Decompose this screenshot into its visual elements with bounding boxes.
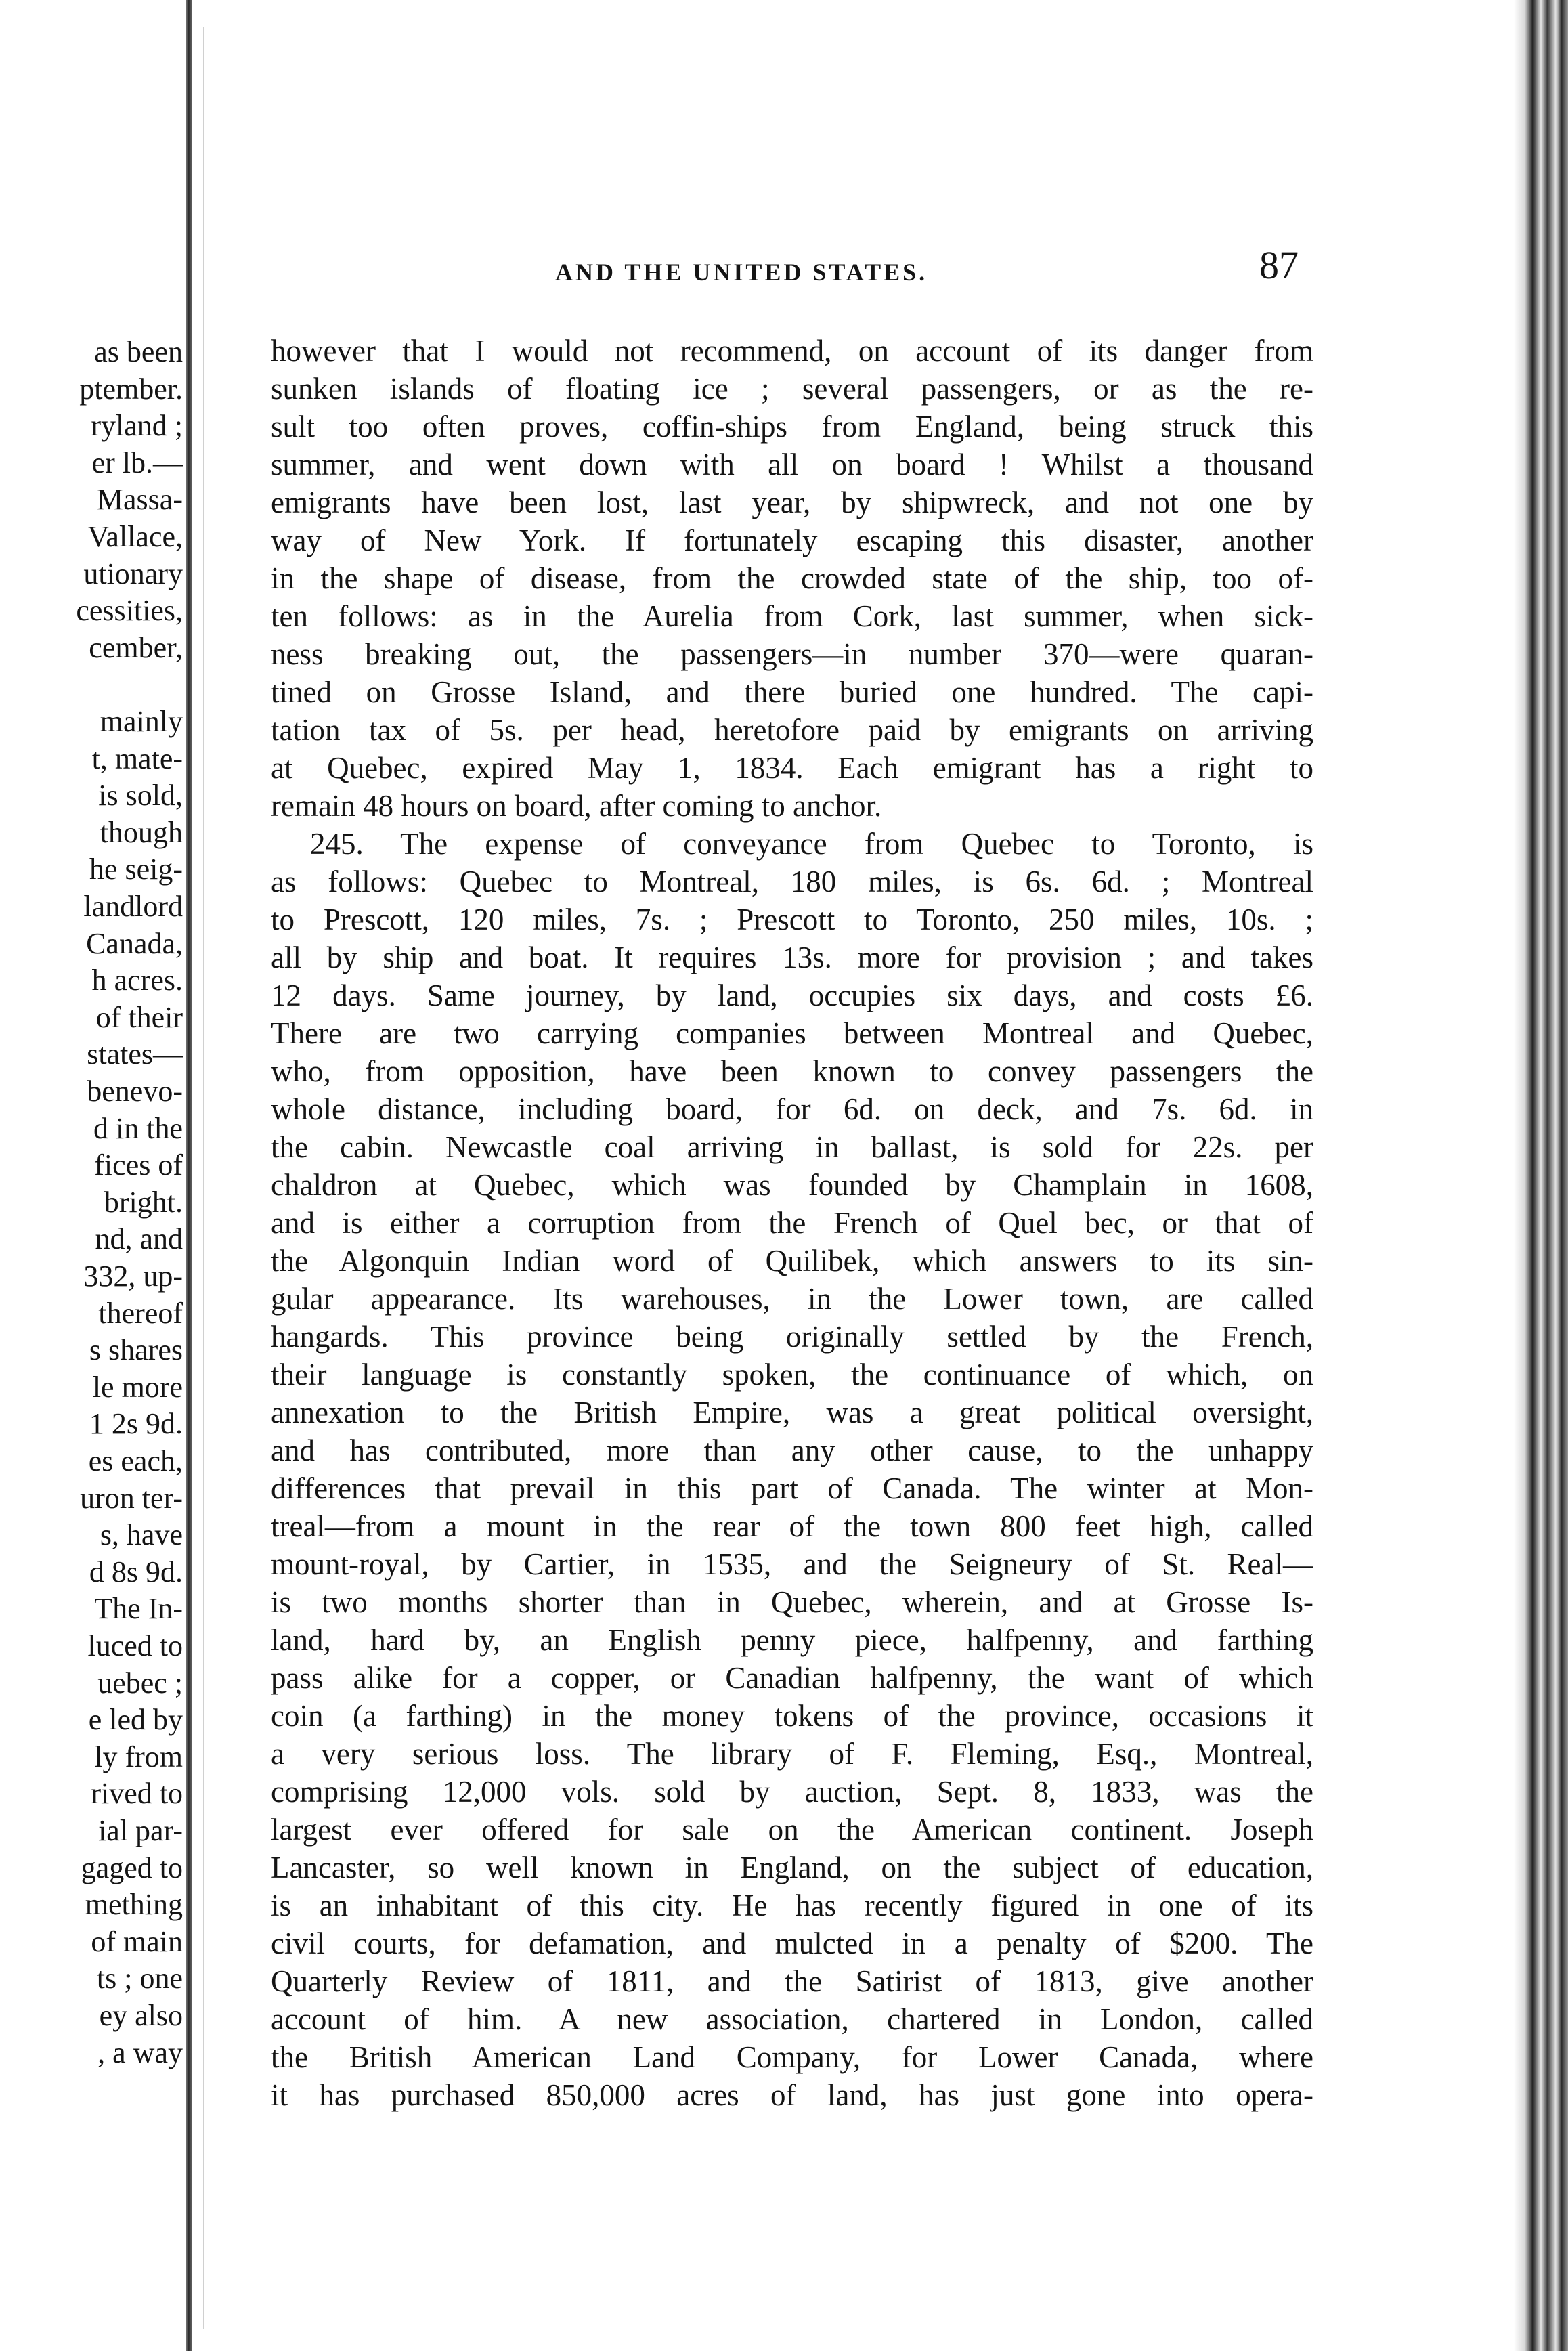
text-line: sunken islands of floating ice ; several passengers, or as the re- xyxy=(271,372,1313,406)
previous-page-line: of their xyxy=(95,1000,183,1034)
text-line: is two months shorter than in Quebec, wherein, and at Grosse Is- xyxy=(271,1585,1313,1619)
text-line: however that I would not recommend, on account of its danger from xyxy=(271,334,1313,368)
previous-page-line: rived to xyxy=(91,1777,183,1811)
previous-page-line: Massa- xyxy=(96,483,183,517)
body-text xyxy=(271,332,1313,2114)
text-line: pass alike for a copper, or Canadian halfpenny, the want of which xyxy=(271,1661,1313,1695)
text-line: sult too often proves, coffin-ships from England, being struck this xyxy=(271,410,1313,444)
text-line: at Quebec, expired May 1, 1834. Each emigrant has a right to xyxy=(271,751,1313,785)
previous-page-line: h acres. xyxy=(91,964,183,997)
text-line: 12 days. Same journey, by land, occupies six days, and costs £6. xyxy=(271,978,1313,1012)
text-line: land, hard by, an English penny piece, halfpenny, and farthing xyxy=(271,1623,1313,1657)
text-line: ness breaking out, the passengers—in number 370—were quaran- xyxy=(271,637,1313,671)
text-line: civil courts, for defamation, and mulcted in a penalty of $200. The xyxy=(271,1926,1313,1960)
previous-page-line: ial par- xyxy=(98,1814,183,1847)
previous-page-line: Vallace, xyxy=(87,520,183,553)
previous-page-line: e led by xyxy=(88,1703,183,1737)
previous-page-line: ly from xyxy=(94,1740,183,1773)
previous-page-line: cember, xyxy=(89,630,183,664)
text-line: differences that prevail in this part of Canada. The winter at Mon- xyxy=(271,1471,1313,1505)
previous-page-line: le more xyxy=(92,1370,183,1404)
text-line: 245. The expense of conveyance from Quebec to Toronto, is xyxy=(310,827,1313,861)
previous-page-line: ts ; one xyxy=(96,1962,183,1996)
text-line: summer, and went down with all on board ! Whilst a thousand xyxy=(271,448,1313,481)
previous-page-line: s shares xyxy=(89,1333,183,1367)
previous-page-line: fices of xyxy=(94,1148,183,1182)
text-line: ten follows: as in the Aurelia from Cork, last summer, when sick- xyxy=(271,599,1313,633)
text-line: tined on Grosse Island, and there buried one hundred. The capi- xyxy=(271,675,1313,709)
previous-page-line: cessities, xyxy=(76,594,183,628)
text-line: their language is constantly spoken, the continuance of which, on xyxy=(271,1358,1313,1392)
previous-page-line: ptember. xyxy=(79,372,183,406)
text-line: There are two carrying companies between Montreal and Quebec, xyxy=(271,1016,1313,1050)
text-line: chaldron at Quebec, which was founded by Champlain in 1608, xyxy=(271,1168,1313,1202)
text-line: gular appearance. Its warehouses, in the Lower town, are called xyxy=(271,1282,1313,1316)
previous-page-line: bright. xyxy=(104,1185,183,1219)
previous-page-line: t, mate- xyxy=(91,741,183,775)
previous-page-line: d 8s 9d. xyxy=(89,1555,183,1589)
previous-page-line: mainly xyxy=(100,705,183,738)
text-line: hangards. This province being originally settled by the French, xyxy=(271,1320,1313,1354)
previous-page-edge xyxy=(0,0,191,2351)
text-line: mount-royal, by Cartier, in 1535, and the Seigneury of St. Real— xyxy=(271,1547,1313,1581)
text-line: as follows: Quebec to Montreal, 180 miles, is 6s. 6d. ; Montreal xyxy=(271,865,1313,899)
text-line: whole distance, including board, for 6d. on deck, and 7s. 6d. in xyxy=(271,1092,1313,1126)
previous-page-line: ey also xyxy=(99,1999,183,2032)
text-line: a very serious loss. The library of F. Fleming, Esq., Montreal, xyxy=(271,1737,1313,1771)
text-line: account of him. A new association, chartered in London, called xyxy=(271,2002,1313,2036)
previous-page-line: es each, xyxy=(88,1444,183,1478)
previous-page-line: ryland ; xyxy=(91,409,183,443)
text-line: who, from opposition, have been known to convey passengers the xyxy=(271,1054,1313,1088)
previous-page-line: thereof xyxy=(98,1296,183,1330)
text-line: annexation to the British Empire, was a great political oversight, xyxy=(271,1396,1313,1429)
previous-page-line: uebec ; xyxy=(97,1666,183,1700)
text-line: it has purchased 850,000 acres of land, has just gone into opera- xyxy=(271,2078,1313,2112)
previous-page-line: d in the xyxy=(93,1111,183,1145)
text-line: all by ship and boat. It requires 13s. more for provision ; and takes xyxy=(271,941,1313,974)
text-line: in the shape of disease, from the crowded state of the ship, too of- xyxy=(271,561,1313,595)
previous-page-line: mething xyxy=(85,1888,183,1922)
previous-page-line: benevo- xyxy=(87,1075,183,1108)
previous-page-line: luced to xyxy=(87,1629,183,1662)
previous-page-line: 1 2s 9d. xyxy=(89,1407,183,1441)
text-line: and is either a corruption from the French of Quel bec, or that of xyxy=(271,1206,1313,1240)
previous-page-line: The In- xyxy=(94,1592,183,1626)
running-head: AND THE UNITED STATES. xyxy=(555,259,928,286)
text-line: the Algonquin Indian word of Quilibek, which answers to its sin- xyxy=(271,1244,1313,1278)
text-line: and has contributed, more than any other cause, to the unhappy xyxy=(271,1433,1313,1467)
page-edge-shadow xyxy=(1514,0,1568,2351)
text-line: largest ever offered for sale on the American continent. Joseph xyxy=(271,1813,1313,1847)
page-number: 87 xyxy=(1259,243,1299,287)
previous-page-line: is sold, xyxy=(98,779,183,813)
text-line: the cabin. Newcastle coal arriving in ballast, is sold for 22s. per xyxy=(271,1130,1313,1164)
previous-page-line: he seig- xyxy=(89,853,183,886)
text-line: to Prescott, 120 miles, 7s. ; Prescott to Toronto, 250 miles, 10s. ; xyxy=(271,903,1313,936)
previous-page-line: utionary xyxy=(83,557,183,590)
previous-page-line: landlord xyxy=(83,890,183,923)
previous-page-line: as been xyxy=(94,335,183,368)
previous-page-line: though xyxy=(100,815,183,849)
page-gutter xyxy=(186,0,192,2351)
previous-page-line: Canada, xyxy=(86,926,183,960)
previous-page-line: s, have xyxy=(100,1518,183,1552)
text-line: is an inhabitant of this city. He has recently figured in one of its xyxy=(271,1889,1313,1922)
previous-page-line: , a way xyxy=(97,2035,183,2069)
text-line: remain 48 hours on board, after coming to anchor. xyxy=(271,789,882,823)
previous-page-line: nd, and xyxy=(95,1222,183,1256)
text-line: tation tax of 5s. per head, heretofore paid by emigrants on arriving xyxy=(271,713,1313,747)
text-line: Lancaster, so well known in England, on the subject of education, xyxy=(271,1851,1313,1884)
previous-page-line: states— xyxy=(87,1037,183,1071)
text-line: Quarterly Review of 1811, and the Satirist of 1813, give another xyxy=(271,1964,1313,1998)
text-line: treal—from a mount in the rear of the town 800 feet high, called xyxy=(271,1509,1313,1543)
text-line: coin (a farthing) in the money tokens of the province, occasions it xyxy=(271,1699,1313,1733)
previous-page-line: of main xyxy=(91,1924,183,1958)
previous-page-line: er lb.— xyxy=(91,446,183,479)
previous-page-line: gaged to xyxy=(81,1851,183,1884)
text-line: comprising 12,000 vols. sold by auction, Sept. 8, 1833, was the xyxy=(271,1775,1313,1809)
previous-page-line: uron ter- xyxy=(80,1481,183,1515)
text-line: way of New York. If fortunately escaping this disaster, another xyxy=(271,523,1313,557)
previous-page-line: 332, up- xyxy=(83,1259,183,1293)
text-line: the British American Land Company, for Lower Canada, where xyxy=(271,2040,1313,2074)
text-line: emigrants have been lost, last year, by shipwreck, and not one by xyxy=(271,486,1313,519)
